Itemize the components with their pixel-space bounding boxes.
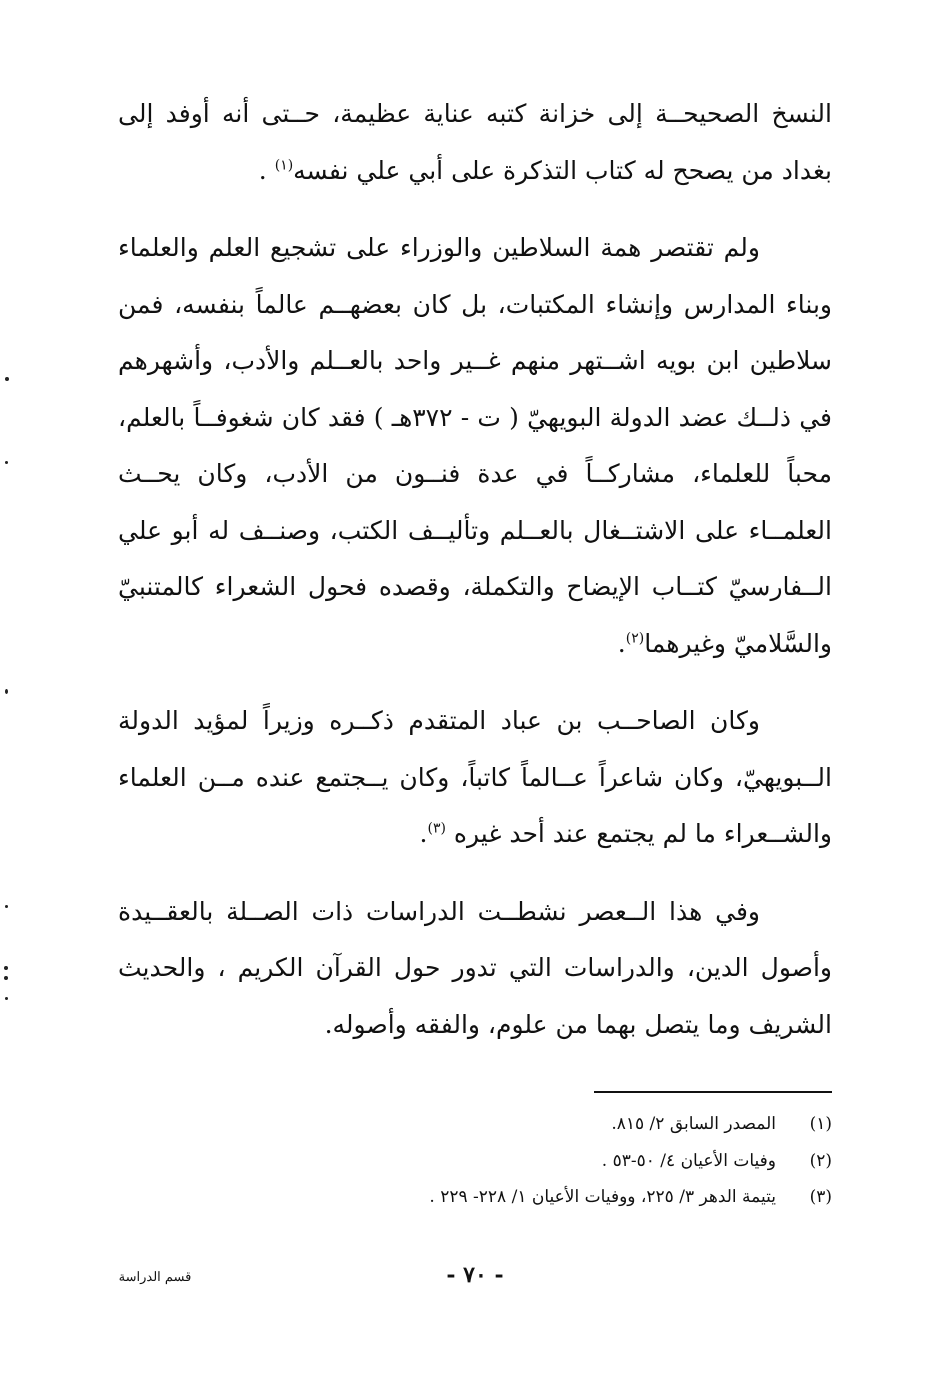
paragraph-tail: . xyxy=(258,155,275,185)
paragraph-tail: . xyxy=(617,628,626,658)
footnote-number: (١) xyxy=(809,1114,832,1134)
footnote-text: وفيات الأعيان ٤/ ٥٠-٥٣ . xyxy=(601,1150,776,1171)
scan-speck xyxy=(5,905,8,908)
paragraph-text: النسخ الصحيحــة إلى خزانة كتبه عناية عظيمة، حــتى أنه أوفد إلى بغداد من يصحح له كتاب التذكرة على أبي علي نفسه xyxy=(118,99,832,185)
scan-speck xyxy=(5,997,8,1000)
paragraph-text: وفي هذا الــعصر نشطــت الدراسات ذات الصــلة بالعقــيدة وأصول الدين، والدراسات التي تدور حول القرآن الكريم ، والحديث الشريف وما يتصل بهما من علوم، والفقه وأصوله. xyxy=(118,896,832,1039)
footnote xyxy=(300,1179,832,1216)
footnote-ref: (٢) xyxy=(625,630,645,647)
scan-speck xyxy=(5,377,9,381)
footnote-separator xyxy=(594,1091,832,1093)
paragraph-tail: . xyxy=(419,819,428,848)
section-label: قسم الدراسة xyxy=(118,1270,192,1285)
scan-speck xyxy=(5,461,8,464)
footnote xyxy=(300,1143,832,1180)
paragraph-text: ولم تقتصر همة السلاطين والوزراء على تشجيع العلم والعلماء وبناء المدارس وإنشاء المكتبات، بل كان بعضهــم عالماً بنفسه، فمن سلاطين ابن بويه اشــتهر منهم غــير واحد بالعــلم والأدب، وأشهرهم في ذلــك عضد الدولة البويهيّ ( ت - ٣٧٢هـ ) فقد كان شغوفــاً بالعلم، محباً للعلماء، مشاركــاً في عدة فنــون من الأدب، وكان يحــث العلمــاء على الاشتــغال بالعــلم وتأليــف الكتب، وصنــف له أبو علي الــفارسيّ كتــاب الإيضاح والتكملة، وقصده فحول الشعراء كالمتنبيّ والسَّلاميّ وغيرهما xyxy=(118,233,832,658)
paragraph xyxy=(118,86,832,199)
paragraph-text: وكان الصاحــب بن عباد المتقدم ذكــره وزيراً لمؤيد الدولة الــبويهيّ، وكان شاعراً عــالماً كاتباً، وكان يــجتمع عنده مــن العلماء والشــعراء ما لم يجتمع عند أحد غيره xyxy=(118,706,832,848)
footnote xyxy=(300,1106,832,1143)
footnote-ref: (٣) xyxy=(427,820,446,837)
scan-speck xyxy=(4,966,8,970)
footnote-ref: (١) xyxy=(274,157,294,174)
paragraph xyxy=(118,693,832,863)
scan-speck xyxy=(5,689,8,694)
footnotes xyxy=(300,1106,832,1216)
paragraph xyxy=(118,220,832,672)
paragraph xyxy=(118,884,832,1054)
footnote-text: المصدر السابق ٢/ ٨١٥. xyxy=(611,1114,776,1134)
page-number: - ٧٠ - xyxy=(446,1262,504,1288)
footnote-number: (٣) xyxy=(809,1187,832,1207)
footnote-text: يتيمة الدهر ٣/ ٢٢٥، ووفيات الأعيان ١/ ٢٢٨- ٢٢٩ . xyxy=(429,1187,776,1207)
footnote-number: (٢) xyxy=(809,1150,832,1171)
scan-speck xyxy=(4,976,8,980)
body-text xyxy=(118,86,832,1053)
